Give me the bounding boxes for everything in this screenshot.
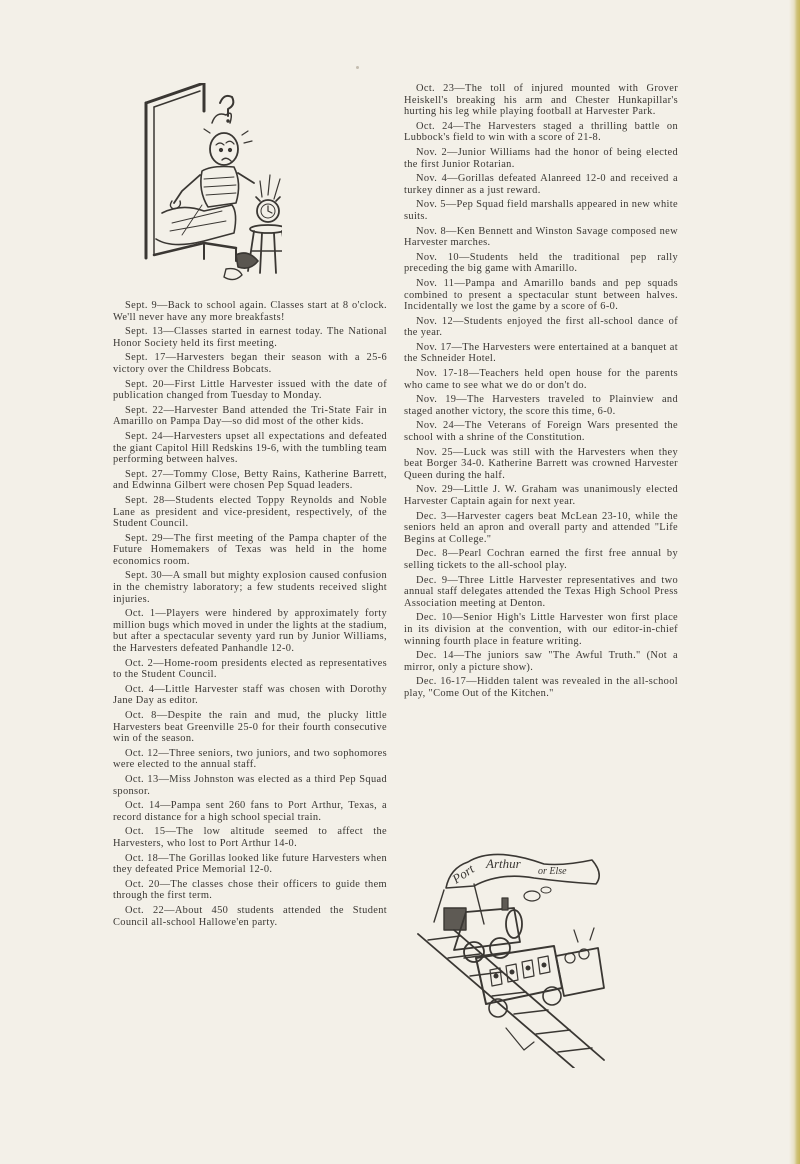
calendar-entry: Oct. 1—Players were hindered by approximately forty million bugs which moved in under the lights at the stadium, but after a spectacular seventy yard run by Junior Williams, the Harvesters defeated Panhandle 12-0. bbox=[113, 608, 387, 655]
calendar-entry: Oct. 14—Pampa sent 260 fans to Port Arthur, Texas, a record distance for a high school special train. bbox=[113, 800, 387, 823]
calendar-entry: Sept. 9—Back to school again. Classes start at 8 o'clock. We'll never have any more breakfasts! bbox=[113, 300, 387, 323]
train-sign-arthur: Arthur bbox=[486, 856, 521, 871]
train-sign-or-else: or Else bbox=[538, 866, 567, 877]
calendar-entry: Oct. 13—Miss Johnston was elected as a third Pep Squad sponsor. bbox=[113, 773, 387, 797]
calendar-entry: Nov. 2—Junior Williams had the honor of being elected the first Junior Rotarian. bbox=[404, 146, 678, 170]
calendar-entry: Sept. 24—Harvesters upset all expectations and defeated the giant Capitol Hill Redskins 19-6, with the tumbling team performing between halves. bbox=[113, 430, 387, 466]
calendar-entry: Oct. 20—The classes chose their officers to guide them through the first term. bbox=[113, 878, 387, 902]
calendar-entry: Nov. 24—The Veterans of Foreign Wars presented the school with a shrine of the Constitution. bbox=[404, 420, 678, 444]
calendar-entry: Oct. 23—The toll of injured mounted with Grover Heiskell's breaking his arm and Chester Hunkapillar's hurting his leg while playing football at Harvester Park. bbox=[404, 83, 678, 118]
calendar-entry: Nov. 29—Little J. W. Graham was unanimously elected Harvester Captain again for next year. bbox=[404, 484, 678, 507]
calendar-entry: Oct. 24—The Harvesters staged a thrilling battle on Lubbock's field to win with a score of 21-8. bbox=[404, 120, 678, 144]
calendar-entry: Nov. 10—Students held the traditional pep rally preceding the big game with Amarillo. bbox=[404, 251, 678, 275]
calendar-entry: Sept. 22—Harvester Band attended the Tri-State Fair in Amarillo on Pampa Day—so did most of the other kids. bbox=[113, 404, 387, 428]
calendar-entry: Nov. 25—Luck was still with the Harvesters when they beat Borger 34-0. Katherine Barrett was crowned Harvester Queen during the half. bbox=[404, 446, 678, 481]
calendar-entry: Oct. 8—Despite the rain and mud, the plucky little Harvesters beat Greenville 25-0 for their fourth consecutive win of the season. bbox=[113, 710, 387, 745]
calendar-entry: Nov. 12—Students enjoyed the first all-school dance of the year. bbox=[404, 315, 678, 339]
alarm-clock-cartoon-icon bbox=[142, 83, 282, 293]
calendar-entry: Nov. 19—The Harvesters traveled to Plainview and staged another victory, the score this time, 6-0. bbox=[404, 394, 678, 417]
calendar-entry: Oct. 12—Three seniors, two juniors, and two sophomores were elected to the annual staff. bbox=[113, 747, 387, 771]
calendar-entry: Dec. 14—The juniors saw "The Awful Truth." (Not a mirror, only a picture show). bbox=[404, 650, 678, 673]
calendar-entry: Sept. 27—Tommy Close, Betty Rains, Katherine Barrett, and Edwinna Gilbert were chosen Pep Squad leaders. bbox=[113, 468, 387, 492]
calendar-entry: Oct. 15—The low altitude seemed to affect the Harvesters, who lost to Port Arthur 14-0. bbox=[113, 826, 387, 849]
calendar-entry: Nov. 5—Pep Squad field marshalls appeared in new white suits. bbox=[404, 199, 678, 222]
calendar-entry: Sept. 28—Students elected Toppy Reynolds and Noble Lane as president and vice-president, respectively, of the Student Council. bbox=[113, 494, 387, 530]
calendar-entry: Oct. 4—Little Harvester staff was chosen with Dorothy Jane Day as editor. bbox=[113, 683, 387, 707]
calendar-entry: Nov. 4—Gorillas defeated Alanreed 12-0 and received a turkey dinner as a just reward. bbox=[404, 173, 678, 196]
calendar-entry: Nov. 17-18—Teachers held open house for the parents who came to see what we do or don't do. bbox=[404, 368, 678, 391]
calendar-entry: Nov. 11—Pampa and Amarillo bands and pep squads combined to present a spectacular stunt between halves. Incidentally we lost the game by a score of 6-0. bbox=[404, 277, 678, 313]
calendar-entry: Sept. 20—First Little Harvester issued with the date of publication changed from Tuesday to Monday. bbox=[113, 378, 387, 402]
page-speck bbox=[356, 66, 359, 69]
page-edge-binding bbox=[789, 0, 800, 1164]
calendar-entry: Sept. 17—Harvesters began their season with a 25-6 victory over the Childress Bobcats. bbox=[113, 352, 387, 375]
calendar-entry: Oct. 18—The Gorillas looked like future Harvesters when they defeated Price Memorial 12-0. bbox=[113, 852, 387, 876]
calendar-column-left bbox=[113, 300, 387, 931]
calendar-entry: Dec. 9—Three Little Harvester representatives and two annual staff delegates attended the Texas High School Press Association meeting at Denton. bbox=[404, 574, 678, 609]
calendar-column-right bbox=[404, 83, 678, 703]
calendar-entry: Nov. 17—The Harvesters were entertained at a banquet at the Schneider Hotel. bbox=[404, 341, 678, 365]
calendar-entry: Dec. 3—Harvester cagers beat McLean 23-10, while the seniors held an apron and overall party and attended "Life Begins at College." bbox=[404, 510, 678, 545]
calendar-entry: Dec. 8—Pearl Cochran earned the first free annual by selling tickets to the all-school play. bbox=[404, 548, 678, 571]
calendar-entry: Oct. 2—Home-room presidents elected as representatives to the Student Council. bbox=[113, 657, 387, 681]
calendar-entry: Nov. 8—Ken Bennett and Winston Savage composed new Harvester marches. bbox=[404, 225, 678, 249]
train-cartoon-icon bbox=[414, 838, 610, 1073]
calendar-entry: Sept. 30—A small but mighty explosion caused confusion in the chemistry laboratory; a few students received slight injuries. bbox=[113, 570, 387, 605]
calendar-entry: Dec. 10—Senior High's Little Harvester won first place in its division at the convention, with our editor-in-chief winning fourth place in feature writing. bbox=[404, 612, 678, 647]
calendar-entry: Sept. 13—Classes started in earnest today. The National Honor Society held its first meeting. bbox=[113, 326, 387, 349]
train-sign-port: Port bbox=[449, 861, 477, 887]
calendar-entry: Oct. 22—About 450 students attended the Student Council all-school Hallowe'en party. bbox=[113, 904, 387, 928]
calendar-entry: Dec. 16-17—Hidden talent was revealed in the all-school play, "Come Out of the Kitchen." bbox=[404, 676, 678, 699]
calendar-entry: Sept. 29—The first meeting of the Pampa chapter of the Future Homemakers of Texas was held in the home economics room. bbox=[113, 532, 387, 567]
